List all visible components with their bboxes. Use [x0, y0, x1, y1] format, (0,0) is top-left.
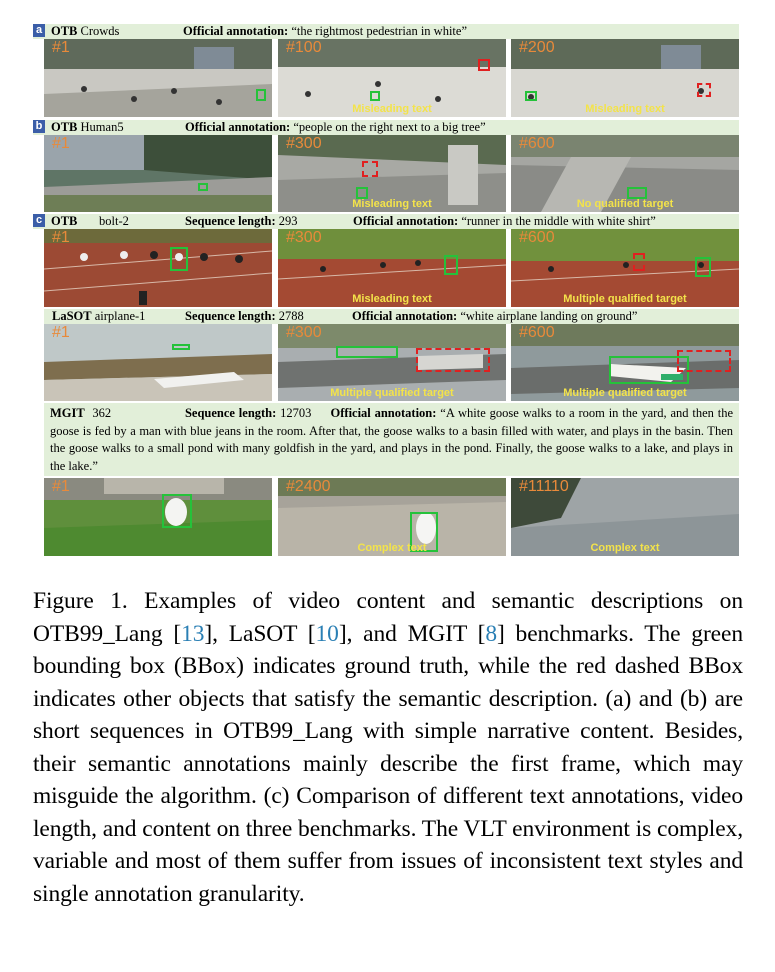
other-bbox: [697, 83, 711, 97]
sequence-name: bolt-2: [99, 214, 129, 228]
frame-tag: Misleading text: [585, 103, 665, 115]
frame-number: #600: [519, 324, 555, 341]
frame-c2-3: [511, 324, 739, 401]
dataset-name: OTB: [51, 24, 78, 38]
gt-bbox: [370, 91, 380, 101]
frame-number: #300: [286, 229, 322, 246]
gt-bbox: [336, 346, 398, 358]
row-b-header: [33, 120, 739, 135]
frame-c2-2: [278, 324, 506, 401]
gt-bbox: [198, 183, 208, 191]
frame-a-2: [278, 39, 506, 117]
dataset-name: LaSOT: [52, 309, 92, 323]
gt-bbox: [162, 494, 192, 528]
frame-a-3: [511, 39, 739, 117]
annotation-label: Official annotation:: [353, 214, 459, 228]
frame-number: #11110: [519, 478, 569, 495]
frame-b-2: [278, 135, 506, 212]
length-label: Sequence length:: [184, 406, 277, 420]
frame-tag: Misleading text: [352, 198, 432, 210]
frame-c3-1: [44, 478, 272, 556]
other-bbox: [416, 348, 490, 372]
panel-letter-b: b: [33, 120, 45, 133]
dataset-name: MGIT: [50, 406, 85, 420]
frame-number: #2400: [286, 478, 331, 495]
frame-tag: Misleading text: [352, 293, 432, 305]
gt-bbox: [525, 91, 537, 101]
annotation-label: Official annotation:: [183, 24, 289, 38]
figure-caption: [33, 585, 743, 910]
frame-c3-2: [278, 478, 506, 556]
row-a-header: [33, 24, 739, 39]
caption-text: ], and MGIT [: [338, 620, 486, 647]
frame-tag: Multiple qualified target: [563, 293, 687, 305]
frame-number: #1: [52, 478, 70, 495]
frame-c1-1: [44, 229, 272, 307]
frame-tag: Misleading text: [352, 103, 432, 115]
frame-number: #100: [286, 39, 322, 56]
frame-tag: Complex text: [590, 542, 660, 554]
frame-number: #1: [52, 324, 70, 341]
frame-number: #200: [519, 39, 555, 56]
dataset-name: OTB: [51, 214, 78, 228]
annotation-text: “white airplane landing on ground”: [460, 309, 638, 323]
annotation-text: “the rightmost pedestrian in white”: [291, 24, 467, 38]
dataset-name: OTB: [51, 120, 78, 134]
citation-link[interactable]: 13: [181, 620, 205, 647]
sequence-name: Crowds: [80, 24, 120, 38]
length-label: Sequence length:: [185, 214, 276, 228]
caption-underscore: _: [103, 620, 115, 647]
caption-text: ] benchmarks. The green bounding box (BBox) indicates ground truth, while the red dashed BBox indicates other objects that satisfy the semantic description. (a) and (b) are short sequences in OTB99: [33, 620, 743, 744]
frame-number: #1: [52, 229, 70, 246]
row-lasot-header: [44, 309, 739, 324]
other-bbox: [677, 350, 731, 372]
citation-link[interactable]: 10: [315, 620, 339, 647]
frame-tag: No qualified target: [576, 198, 674, 210]
frame-number: #600: [519, 229, 555, 246]
panel-letter-a: a: [33, 24, 45, 37]
caption-underscore: _: [293, 718, 305, 744]
sequence-length: 293: [278, 214, 298, 228]
mgit-annotation-block: [44, 403, 739, 476]
gt-bbox: [172, 344, 190, 350]
other-bbox: [633, 253, 645, 271]
frame-c2-1: [44, 324, 272, 401]
gt-bbox: [170, 247, 188, 271]
frame-b-1: [44, 135, 272, 212]
annotation-text: “A white goose walks to a room in the yard, and then the goose is fed by a man with blue jeans in the room. After that, the goose walks to a basin filled with water, and plays in the basin. Then the goose walks to a small pond with many goldfish in the yard, and plays in the pond. Finally, the goose walks to a lake, and plays in the lake.”: [50, 406, 734, 473]
sequence-name: 362: [92, 406, 112, 420]
caption-text: Figure 1. Examples of video content and semantic descriptions on OTB99: [33, 588, 743, 647]
frame-tag: Complex text: [357, 542, 427, 554]
frame-number: #300: [286, 324, 322, 341]
frame-b-3: [511, 135, 739, 212]
sequence-name: Human5: [80, 120, 124, 134]
frame-a-1: [44, 39, 272, 117]
sequence-length: 12703: [280, 406, 312, 420]
frame-number: #1: [52, 39, 70, 56]
frame-number: #300: [286, 135, 322, 152]
frame-number: #600: [519, 135, 555, 152]
annotation-label: Official annotation:: [185, 120, 291, 134]
annotation-text: “people on the right next to a big tree”: [293, 120, 486, 134]
annotation-label: Official annotation:: [330, 406, 437, 420]
citation-link[interactable]: 8: [485, 620, 498, 647]
frame-c1-2: [278, 229, 506, 307]
length-label: Sequence length:: [185, 309, 276, 323]
frame-c3-3: [511, 478, 739, 556]
gt-bbox: [444, 255, 458, 275]
row-c-header: [33, 214, 739, 229]
caption-text: Lang with simple narrative content. Besides, their semantic annotations mainly describe the first frame, which may misguide the algorithm. (c) Comparison of different text annotations, video length, and content on three benchmarks. The VLT environment is complex, variable and most of them suffer from issues of inconsistent text styles and single annotation granularity.: [33, 718, 743, 907]
gt-bbox: [256, 89, 266, 101]
frame-tag: Multiple qualified target: [330, 387, 454, 399]
frame-c1-3: [511, 229, 739, 307]
frame-tag: Multiple qualified target: [563, 387, 687, 399]
frame-number: #1: [52, 135, 70, 152]
other-bbox: [478, 59, 490, 71]
panel-letter-c: c: [33, 214, 45, 227]
annotation-label: Official annotation:: [352, 309, 458, 323]
gt-bbox: [695, 257, 711, 277]
annotation-text: “runner in the middle with white shirt”: [461, 214, 656, 228]
sequence-length: 2788: [278, 309, 304, 323]
other-bbox: [362, 161, 378, 177]
sequence-name: airplane-1: [94, 309, 146, 323]
caption-text: Lang [: [114, 620, 182, 647]
caption-text: ], LaSOT [: [204, 620, 316, 647]
